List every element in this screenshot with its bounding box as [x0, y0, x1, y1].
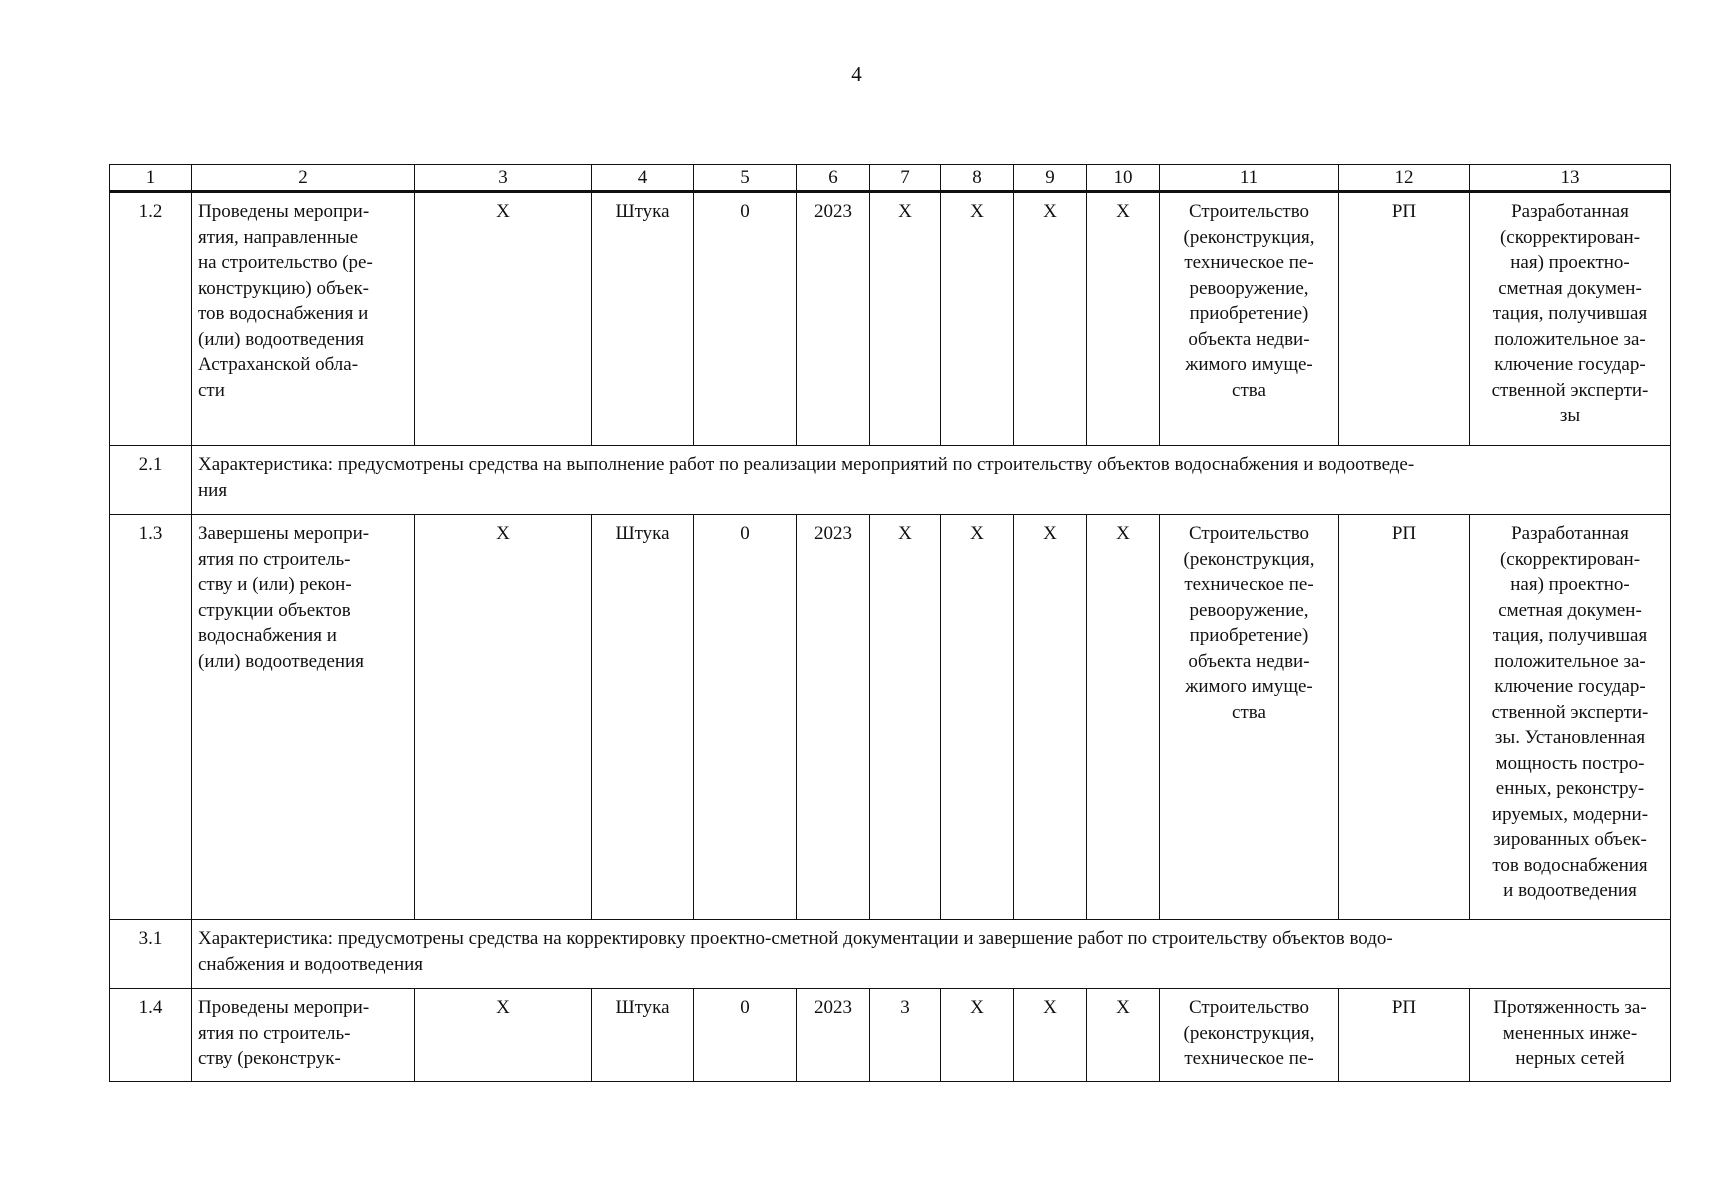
table-row-2-1: [110, 446, 1671, 515]
result-cell: Разработанная (скорректирован- ная) проектно- сметная докумен- тация, получившая положительное за- ключение государ- ственной эксперти- зы: [1470, 192, 1671, 446]
indicator-name: Завершены меропри- ятия по строитель- ству и (или) рекон- струкции объектов водоснабжения и (или) водоотведения: [192, 515, 415, 920]
cell-col-3: X: [415, 515, 592, 920]
column-number-row: [110, 165, 1671, 192]
code-cell: РП: [1339, 192, 1470, 446]
cell-col-10: X: [1087, 989, 1160, 1082]
characteristic-text: Характеристика: предусмотрены средства на выполнение работ по реализации мероприятий по строительству объектов водоснабжения и водоотведе- ния: [192, 446, 1671, 515]
activity-type-cell: Строительство (реконструкция, техническое пе- ревооружение, приобретение) объекта недви- жимого имуще- ства: [1160, 192, 1339, 446]
row-number: 3.1: [110, 920, 192, 989]
cell-col-3: X: [415, 989, 592, 1082]
cell-col-8: X: [941, 989, 1014, 1082]
cell-col-9: X: [1014, 192, 1087, 446]
year-cell: 2023: [797, 989, 870, 1082]
indicator-name: Проведены меропри- ятия, направленные на строительство (ре- конструкцию) объек- тов водоснабжения и (или) водоотведения Астраханской обла- сти: [192, 192, 415, 446]
indicators-table: [109, 164, 1671, 1082]
code-cell: РП: [1339, 989, 1470, 1082]
column-number-cell: 13: [1470, 165, 1671, 192]
code-cell: РП: [1339, 515, 1470, 920]
unit-cell: Штука: [592, 192, 694, 446]
row-number: 2.1: [110, 446, 192, 515]
cell-col-9: X: [1014, 989, 1087, 1082]
table-row-3-1: [110, 920, 1671, 989]
characteristic-text: Характеристика: предусмотрены средства на корректировку проектно-сметной документации и завершение работ по строительству объектов водо- снабжения и водоотведения: [192, 920, 1671, 989]
table-row-1-4: [110, 989, 1671, 1082]
table-row-1-2: [110, 192, 1671, 446]
result-cell: Разработанная (скорректирован- ная) проектно- сметная докумен- тация, получившая положительное за- ключение государ- ственной эксперти- зы. Установленная мощность постро- енных, реконстру- ируемых, модерни- зированных объек- тов водоснабжения и водоотведения: [1470, 515, 1671, 920]
table-row-1-3: [110, 515, 1671, 920]
activity-type-cell: Строительство (реконструкция, техническое пе-: [1160, 989, 1339, 1082]
column-number-cell: 3: [415, 165, 592, 192]
activity-type-cell: Строительство (реконструкция, техническое пе- ревооружение, приобретение) объекта недви- жимого имуще- ства: [1160, 515, 1339, 920]
column-number-cell: 6: [797, 165, 870, 192]
cell-col-3: X: [415, 192, 592, 446]
column-number-cell: 5: [694, 165, 797, 192]
column-number-cell: 12: [1339, 165, 1470, 192]
row-number: 1.3: [110, 515, 192, 920]
column-number-cell: 4: [592, 165, 694, 192]
cell-col-7: 3: [870, 989, 941, 1082]
cell-col-10: X: [1087, 192, 1160, 446]
cell-col-8: X: [941, 515, 1014, 920]
column-number-cell: 1: [110, 165, 192, 192]
column-number-cell: 10: [1087, 165, 1160, 192]
result-cell: Протяженность за- мененных инже- нерных сетей: [1470, 989, 1671, 1082]
cell-col-5: 0: [694, 515, 797, 920]
row-number: 1.4: [110, 989, 192, 1082]
column-number-cell: 9: [1014, 165, 1087, 192]
cell-col-5: 0: [694, 989, 797, 1082]
year-cell: 2023: [797, 515, 870, 920]
unit-cell: Штука: [592, 515, 694, 920]
column-number-cell: 7: [870, 165, 941, 192]
cell-col-8: X: [941, 192, 1014, 446]
column-number-cell: 8: [941, 165, 1014, 192]
cell-col-10: X: [1087, 515, 1160, 920]
unit-cell: Штука: [592, 989, 694, 1082]
row-number: 1.2: [110, 192, 192, 446]
page-number: 4: [851, 62, 862, 86]
indicator-name: Проведены меропри- ятия по строитель- ству (реконструк-: [192, 989, 415, 1082]
cell-col-7: X: [870, 192, 941, 446]
cell-col-5: 0: [694, 192, 797, 446]
cell-col-7: X: [870, 515, 941, 920]
cell-col-9: X: [1014, 515, 1087, 920]
column-number-cell: 2: [192, 165, 415, 192]
year-cell: 2023: [797, 192, 870, 446]
column-number-cell: 11: [1160, 165, 1339, 192]
